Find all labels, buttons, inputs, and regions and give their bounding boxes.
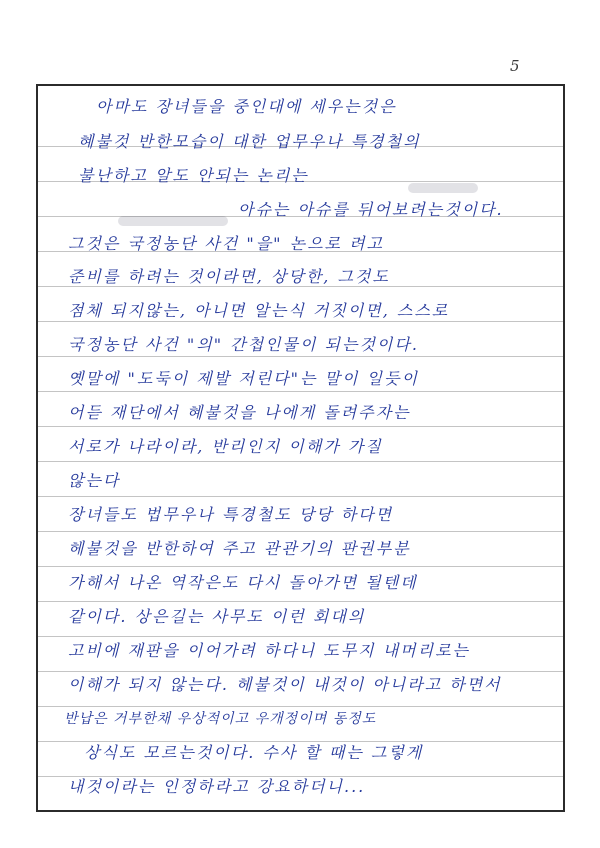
handwritten-line: 상식도 모르는것이다. 수사 할 때는 그렇게 — [84, 743, 424, 762]
handwritten-line: 같이다. 상은길는 사무도 이런 회대의 — [68, 607, 366, 626]
ruled-line — [38, 601, 563, 602]
handwritten-line: 않는다 — [68, 471, 121, 490]
handwritten-line: 내것이라는 인정하라고 강요하더니... — [68, 777, 366, 796]
handwritten-line: 국정농단 사건 "의" 간첩인물이 되는것이다. — [68, 335, 419, 354]
handwritten-line: 장녀들도 법무우나 특경철도 당당 하다면 — [68, 505, 394, 524]
ruled-line — [38, 356, 563, 357]
ruled-line — [38, 391, 563, 392]
handwritten-line: 아슈는 아슈를 뒤어보려는것이다. — [238, 200, 504, 219]
ruled-line — [38, 671, 563, 672]
ruled-line — [38, 461, 563, 462]
handwritten-line: 고비에 재판을 이어가려 하다니 도무지 내머리로는 — [68, 641, 471, 660]
handwritten-line: 가해서 나온 역작은도 다시 돌아가면 될텐데 — [68, 573, 418, 592]
handwritten-line: 이해가 되지 않는다. 헤불것이 내것이 아니라고 하면서 — [68, 675, 502, 694]
handwritten-line: 점체 되지않는, 아니면 알는식 거짓이면, 스스로 — [68, 301, 450, 320]
handwritten-line: 아마도 장녀들을 중인대에 세우는것은 — [96, 97, 397, 116]
manuscript-sheet — [36, 84, 565, 812]
ruled-line — [38, 426, 563, 427]
handwritten-line: 헤불것을 반한하여 주고 관관기의 판권부분 — [68, 539, 411, 558]
ruled-line — [38, 496, 563, 497]
handwritten-line: 혜불것 반한모습이 대한 업무우나 특경철의 — [78, 132, 421, 151]
handwritten-line: 그것은 국정농단 사건 "을" 논으로 려고 — [68, 234, 384, 253]
handwritten-line: 어듣 재단에서 혜불것을 나에게 돌려주자는 — [68, 403, 411, 422]
ruled-line — [38, 566, 563, 567]
ruled-line — [38, 636, 563, 637]
handwritten-line: 준비를 하려는 것이라면, 상당한, 그것도 — [68, 267, 390, 286]
page-number: 5 — [510, 57, 520, 75]
handwritten-line: 서로가 나라이라, 반리인지 이해가 가질 — [68, 437, 383, 456]
handwritten-line: 반납은 거부한채 우상적이고 우개정이며 동정도 — [64, 711, 377, 727]
ruled-line — [38, 706, 563, 707]
ruled-line — [38, 531, 563, 532]
handwritten-line: 불난하고 알도 안되는 논리는 — [78, 166, 309, 185]
handwritten-line: 옛말에 "도둑이 제발 저린다"는 말이 일듯이 — [68, 369, 419, 388]
